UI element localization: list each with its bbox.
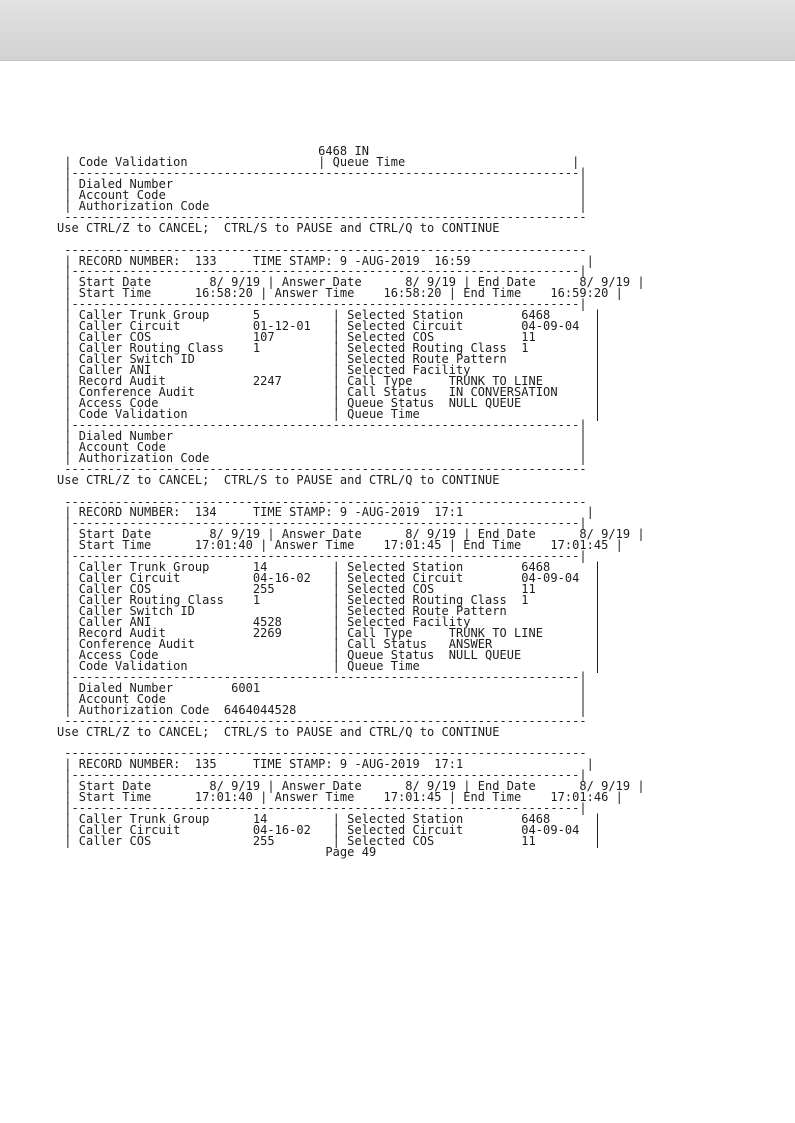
report-line: ------------------------------------------------------------------------ [57,242,587,257]
report-line: |----------------------------------------------------------------------| [57,669,587,684]
report-line: | Dialed Number 6001 | [57,680,587,695]
report-line: ------------------------------------------------------------------------ [57,494,587,509]
report-line: | Caller Trunk Group 14 | Selected Station 6468 | [57,560,602,575]
report-line: |----------------------------------------------------------------------| [57,801,587,816]
report-line: | Code Validation | Queue Time | [57,658,602,673]
report-line: ------------------------------------------------------------------------ [57,746,587,761]
report-line: |----------------------------------------------------------------------| [57,297,587,312]
report-line: | Dialed Number | [57,428,587,443]
report-line: | Caller Circuit 01-12-01 | Selected Circuit 04-09-04 | [57,319,602,334]
report-line: | RECORD NUMBER: 133 TIME STAMP: 9 -AUG-2019 16:59 | [57,253,594,268]
report-line: | Caller Trunk Group 14 | Selected Station 6468 | [57,812,602,827]
report-line: | Conference Audit | Call Status IN CONVERSATION | [57,384,602,399]
report-line: | Caller Switch ID | Selected Route Pattern | [57,352,602,367]
scanner-top-band [0,0,795,61]
report-line: | Start Date 8/ 9/19 | Answer Date 8/ 9/19 | End Date 8/ 9/19 | [57,275,645,290]
report-line: | Caller Circuit 04-16-02 | Selected Circuit 04-09-04 | [57,571,602,586]
report-line: Use CTRL/Z to CANCEL; CTRL/S to PAUSE and CTRL/Q to CONTINUE [57,220,500,235]
report-line: | Caller COS 107 | Selected COS 11 | [57,330,602,345]
report-line: Use CTRL/Z to CANCEL; CTRL/S to PAUSE and CTRL/Q to CONTINUE [57,472,500,487]
report-line: | RECORD NUMBER: 135 TIME STAMP: 9 -AUG-2019 17:1 | [57,757,594,772]
report-line: | Account Code | [57,439,587,454]
report-line: | Access Code | Queue Status NULL QUEUE | [57,647,602,662]
report-line: ------------------------------------------------------------------------ [57,713,587,728]
report-line: | Account Code | [57,187,587,202]
report-line: |----------------------------------------------------------------------| [57,549,587,564]
report-line: | Caller Routing Class 1 | Selected Routing Class 1 | [57,593,602,608]
report-line: | Authorization Code 6464044528 | [57,702,587,717]
report-line: |----------------------------------------------------------------------| [57,264,587,279]
report-line: | Caller ANI 4528 | Selected Facility | [57,614,602,629]
report-line: | Code Validation | Queue Time | [57,154,580,169]
report-line: | Authorization Code | [57,198,587,213]
report-line: | Start Date 8/ 9/19 | Answer Date 8/ 9/19 | End Date 8/ 9/19 | [57,779,645,794]
report-line: | RECORD NUMBER: 134 TIME STAMP: 9 -AUG-2019 17:1 | [57,505,594,520]
report-line: ------------------------------------------------------------------------ [57,209,587,224]
report-line: | Start Time 17:01:40 | Answer Time 17:01:45 | End Time 17:01:46 | [57,790,623,805]
report-line: | Record Audit 2269 | Call Type TRUNK TO LINE | [57,625,602,640]
report-line: | Account Code | [57,691,587,706]
report-line: | Authorization Code | [57,450,587,465]
report-line: 6468 IN [57,144,369,158]
report-line: | Caller Routing Class 1 | Selected Routing Class 1 | [57,341,602,356]
report-line: | Start Time 17:01:40 | Answer Time 17:01:45 | End Time 17:01:45 | [57,538,623,553]
report-line: | Start Date 8/ 9/19 | Answer Date 8/ 9/19 | End Date 8/ 9/19 | [57,527,645,542]
report-line: | Caller Switch ID | Selected Route Pattern | [57,604,602,619]
report-line: | Access Code | Queue Status NULL QUEUE | [57,395,602,410]
call-record-printout [57,146,702,858]
report-line: |----------------------------------------------------------------------| [57,417,587,432]
report-line: Use CTRL/Z to CANCEL; CTRL/S to PAUSE and CTRL/Q to CONTINUE [57,724,500,739]
report-line: | Start Time 16:58:20 | Answer Time 16:58:20 | End Time 16:59:20 | [57,286,623,301]
report-line: | Record Audit 2247 | Call Type TRUNK TO LINE | [57,374,602,389]
report-line: | Code Validation | Queue Time | [57,406,602,421]
report-line: |----------------------------------------------------------------------| [57,165,587,180]
report-line: | Caller COS 255 | Selected COS 11 | [57,834,602,849]
report-line: | Conference Audit | Call Status ANSWER | [57,636,602,651]
report-line: | Caller Circuit 04-16-02 | Selected Circuit 04-09-04 | [57,823,602,838]
report-line: | Caller ANI | Selected Facility | [57,363,602,378]
report-line: | Dialed Number | [57,176,587,191]
report-line: | Caller Trunk Group 5 | Selected Station 6468 | [57,308,602,323]
report-line: Page 49 [57,845,377,859]
report-line: |----------------------------------------------------------------------| [57,516,587,531]
report-line: ------------------------------------------------------------------------ [57,461,587,476]
report-line: |----------------------------------------------------------------------| [57,768,587,783]
report-line: | Caller COS 255 | Selected COS 11 | [57,582,602,597]
